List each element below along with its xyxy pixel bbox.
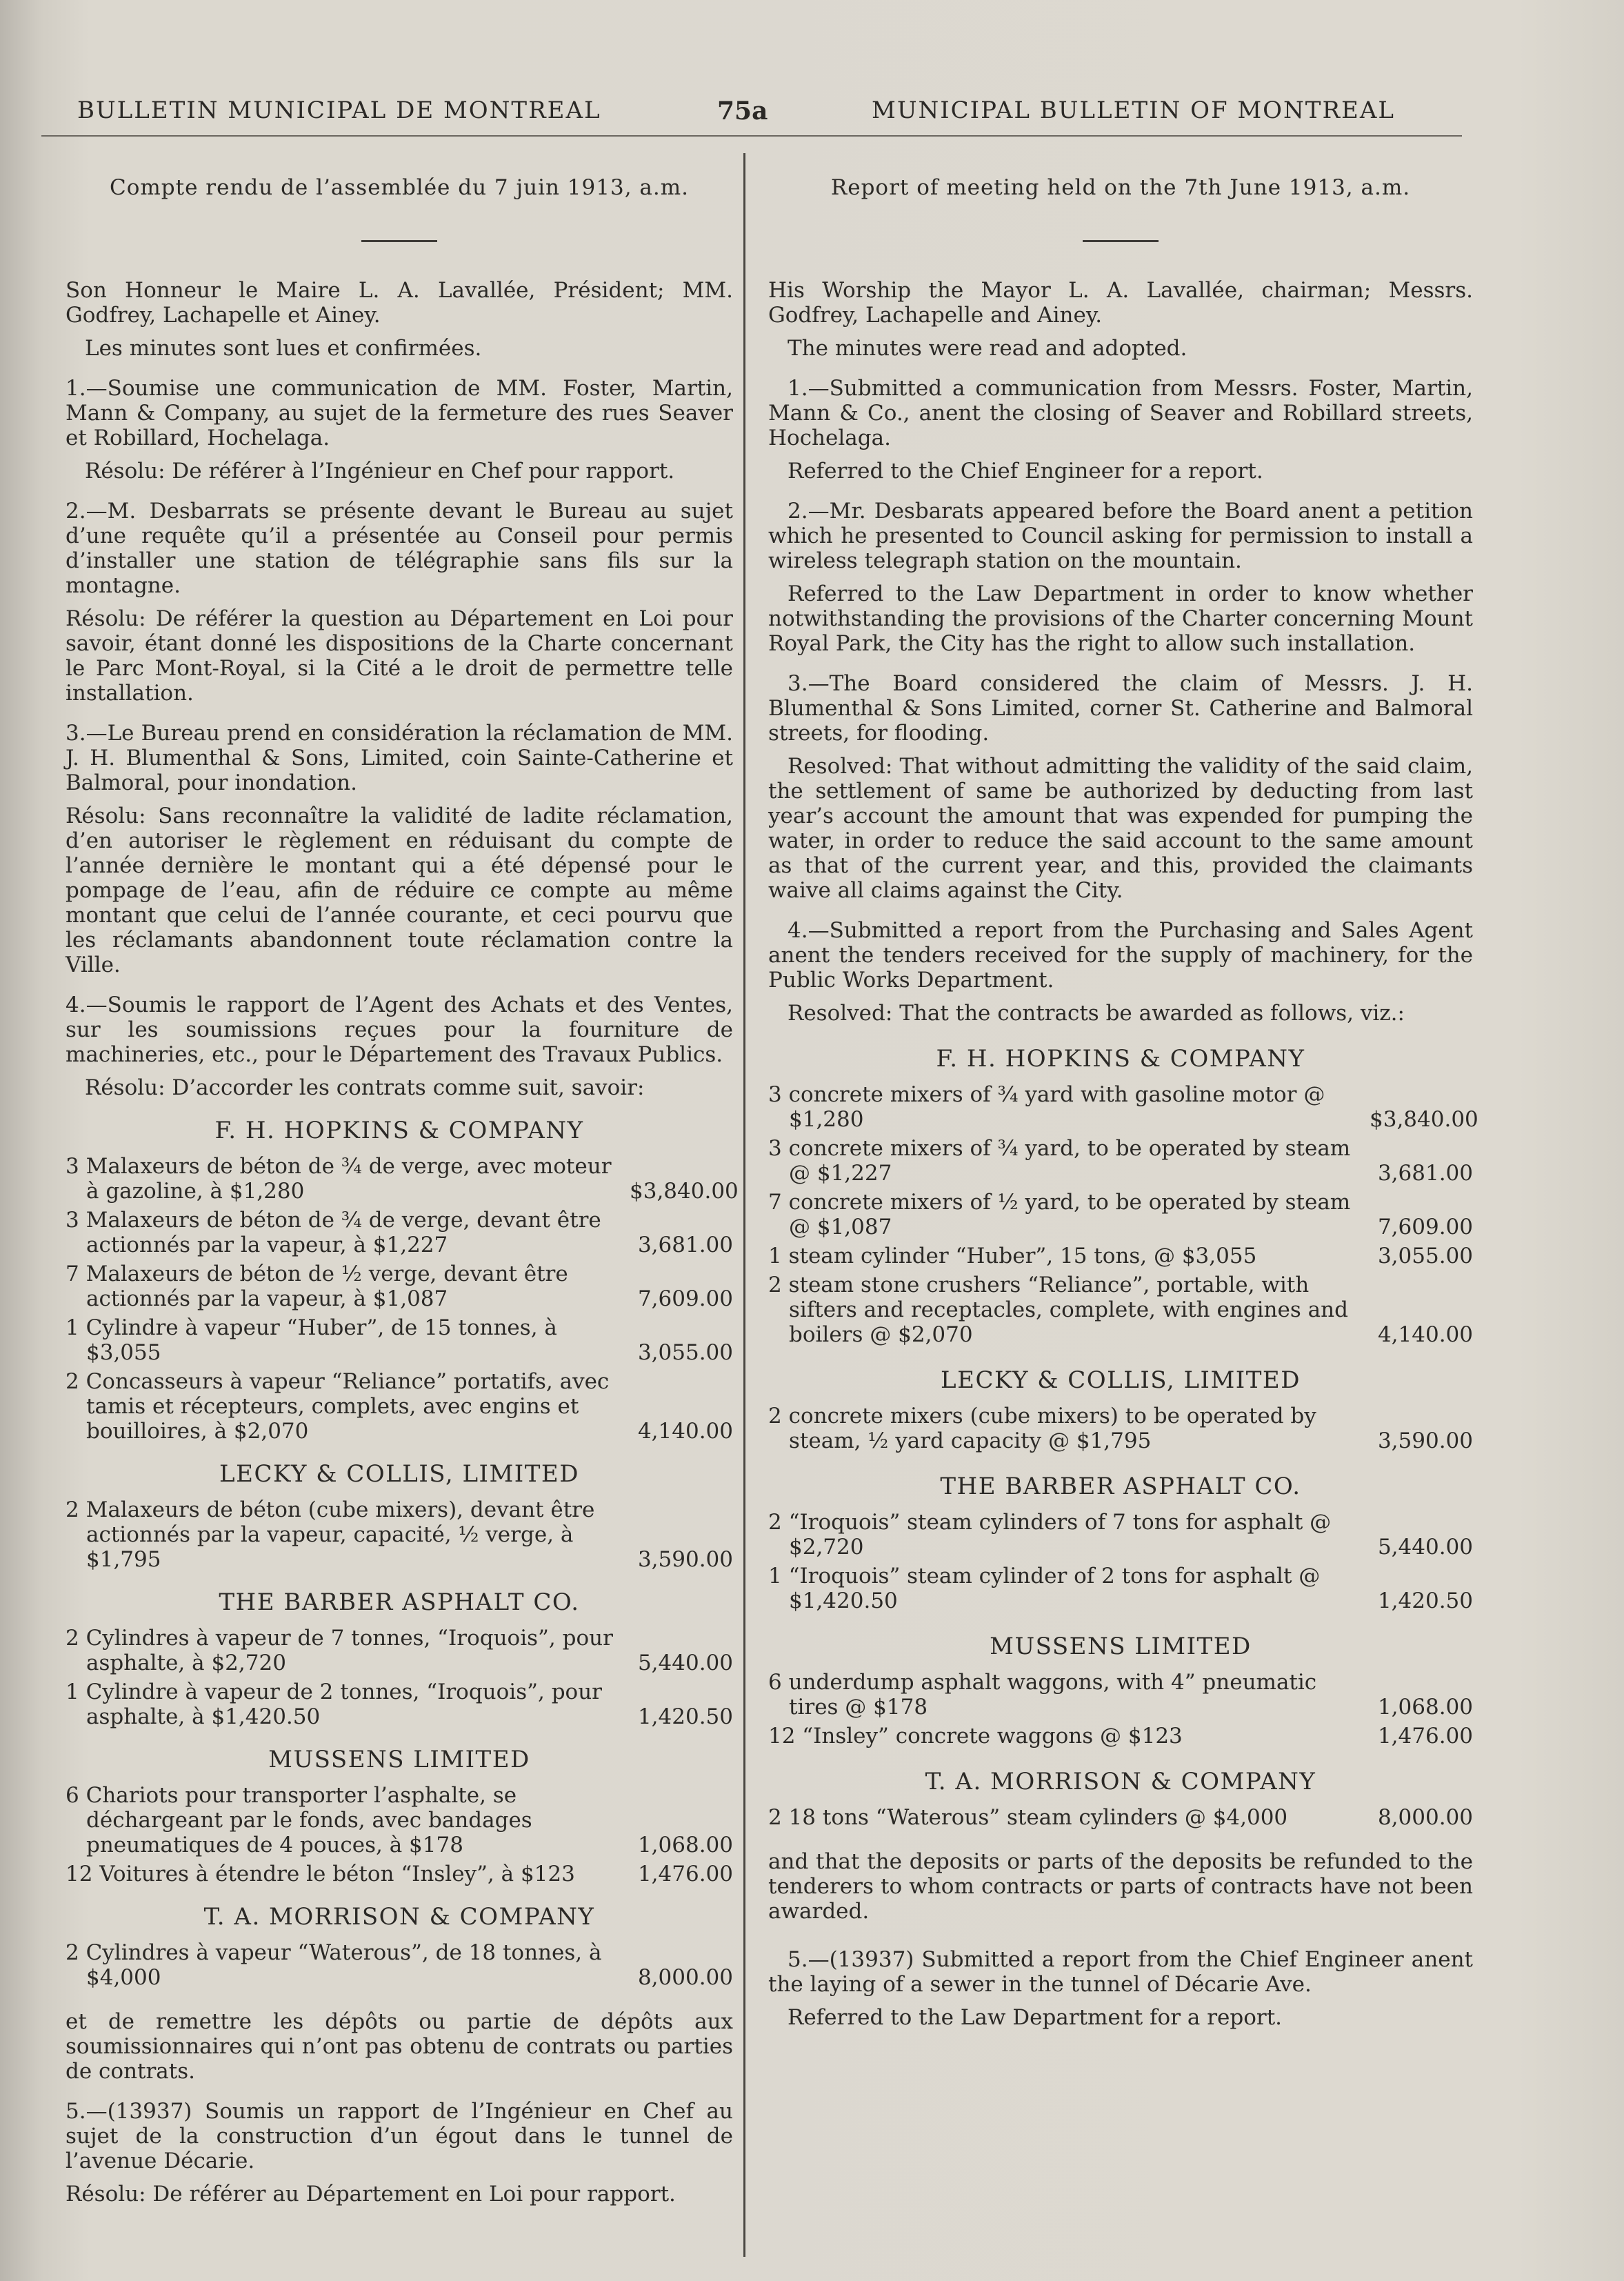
company-heading: THE BARBER ASPHALT CO.: [219, 1588, 580, 1616]
contract-line: 3 concrete mixers of ¾ yard with gasoline motor @ $1,280 $3,840.00: [768, 1082, 1478, 1132]
contract-line: 7 Malaxeurs de béton de ½ verge, devant être actionnés par la vapeur, à $1,087 7,609.00: [66, 1262, 733, 1311]
page-number: 75a: [717, 97, 768, 126]
header-title-french: BULLETIN MUNICIPAL DE MONTREAL: [77, 97, 601, 124]
company-heading: MUSSENS LIMITED: [990, 1633, 1252, 1660]
contract-line: 1 Cylindre à vapeur “Huber”, de 15 tonnes, à $3,055 3,055.00: [66, 1315, 733, 1365]
agenda-item-5: 5.—(13937) Soumis un rapport de l’Ingénieur en Chef au sujet de la construction d’un égout dans le tunnel de l’avenue Décarie.: [66, 2099, 733, 2173]
agenda-item-3: 3.—Le Bureau prend en considération la réclamation de MM. J. H. Blumenthal & Sons, Limited, coin Sainte-Catherine et Balmoral, pour inondation.: [66, 721, 733, 795]
agenda-item-1: 1.—Soumise une communication de MM. Foster, Martin, Mann & Company, au sujet de la fermeture des rues Seaver et Robillard, Hochelaga.: [66, 376, 733, 450]
agenda-item-2-resolution: Referred to the Law Department in order to know whether notwithstanding the provisions of the Charter concerning Mount Royal Park, the City has the right to allow such installation.: [768, 581, 1473, 656]
contract-line: 3 concrete mixers of ¾ yard, to be operated by steam @ $1,227 3,681.00: [768, 1136, 1473, 1186]
agenda-item-4-resolution: Résolu: D’accorder les contrats comme suit, savoir:: [85, 1075, 645, 1100]
contract-line: 7 concrete mixers of ½ yard, to be operated by steam @ $1,087 7,609.00: [768, 1190, 1473, 1239]
company-heading: THE BARBER ASPHALT CO.: [940, 1473, 1301, 1500]
contract-line: 1 steam cylinder “Huber”, 15 tons, @ $3,055 3,055.00: [768, 1244, 1473, 1268]
agenda-item-5-resolution: Referred to the Law Department for a report.: [788, 2005, 1283, 2030]
attendance: Son Honneur le Maire L. A. Lavallée, Président; MM. Godfrey, Lachapelle et Ainey.: [66, 278, 733, 328]
minutes-note: Les minutes sont lues et confirmées.: [85, 336, 482, 361]
agenda-item-3-resolution: Résolu: Sans reconnaître la validité de ladite réclamation, d’en autoriser le règlement en réduisant du compte de l’année dernière le montant qui a été dépensé pour le pompage de l’eau, afin de réduire ce compte au même montant que celui de l’année courante, et ceci pourvu que les réclamants abandonnent toute réclamation contre la Ville.: [66, 804, 733, 977]
agenda-item-4: 4.—Soumis le rapport de l’Agent des Achats et des Ventes, sur les soumissions reçues pour la fourniture de machineries, etc., pour le Département des Travaux Publics.: [66, 993, 733, 1067]
agenda-item-4-resolution: Resolved: That the contracts be awarded as follows, viz.:: [788, 1001, 1405, 1026]
contract-line: 3 Malaxeurs de béton de ¾ de verge, devant être actionnés par la vapeur, à $1,227 3,681.00: [66, 1208, 733, 1257]
header-rule: [41, 135, 1462, 137]
contract-line: 1 “Iroquois” steam cylinder of 2 tons for asphalt @ $1,420.50 1,420.50: [768, 1564, 1473, 1613]
company-heading: MUSSENS LIMITED: [268, 1746, 530, 1773]
contract-line: 12 “Insley” concrete waggons @ $123 1,476.00: [768, 1724, 1473, 1749]
english-column: [768, 166, 1478, 2038]
contract-line: 2 steam stone crushers “Reliance”, portable, with sifters and receptacles, complete, with engines and boilers @ $2,070 4,140.00: [768, 1273, 1473, 1347]
page-header: [0, 97, 1624, 138]
attendance: His Worship the Mayor L. A. Lavallée, chairman; Messrs. Godfrey, Lachapelle and Ainey.: [768, 278, 1473, 328]
company-heading: T. A. MORRISON & COMPANY: [925, 1768, 1316, 1795]
minutes-note: The minutes were read and adopted.: [788, 336, 1187, 361]
deposit-refund-note: and that the deposits or parts of the deposits be refunded to the tenderers to whom contracts or parts of contracts have not been awarded.: [768, 1849, 1473, 1924]
contract-line: 6 Chariots pour transporter l’asphalte, se déchargeant par le fonds, avec bandages pneumatiques de 4 pouces, à $178 1,068.00: [66, 1783, 733, 1857]
agenda-item-2-resolution: Résolu: De référer la question au Département en Loi pour savoir, étant donné les dispositions de la Charte concernant le Parc Mont-Royal, si la Cité a le droit de permettre telle installation.: [66, 606, 733, 706]
company-heading: LECKY & COLLIS, LIMITED: [941, 1366, 1301, 1394]
english-meeting-title: Report of meeting held on the 7th June 1913, a.m.: [830, 175, 1411, 200]
contract-line: 2 Concasseurs à vapeur “Reliance” portatifs, avec tamis et récepteurs, complets, avec engins et bouilloires, à $2,070 4,140.00: [66, 1369, 733, 1444]
agenda-item-2: 2.—M. Desbarrats se présente devant le Bureau au sujet d’une requête qu’il a présentée au Conseil pour permis d’installer une station de télégraphie sans fils sur la montagne.: [66, 499, 733, 598]
agenda-item-4: 4.—Submitted a report from the Purchasing and Sales Agent anent the tenders received for the supply of machinery, for the Public Works Department.: [768, 918, 1473, 993]
contract-line: 2 concrete mixers (cube mixers) to be operated by steam, ½ yard capacity @ $1,795 3,590.00: [768, 1404, 1473, 1453]
title-separator: [361, 240, 437, 242]
agenda-item-5-resolution: Résolu: De référer au Département en Loi pour rapport.: [66, 2182, 676, 2207]
column-divider: [743, 153, 745, 2257]
agenda-item-3-resolution: Resolved: That without admitting the validity of the said claim, the settlement of same be authorized by deducting from last year’s account the amount that was expended for pumping the water, in order to reduce the said account to the same amount as that of the current year, and this, provided the claimants waive all claims against the City.: [768, 754, 1473, 903]
agenda-item-5: 5.—(13937) Submitted a report from the Chief Engineer anent the laying of a sewer in the tunnel of Décarie Ave.: [768, 1947, 1473, 1997]
contract-line: 12 Voitures à étendre le béton “Insley”, à $123 1,476.00: [66, 1862, 733, 1886]
agenda-item-1-resolution: Referred to the Chief Engineer for a report.: [788, 459, 1263, 484]
contract-line: 6 underdump asphalt waggons, with 4” pneumatic tires @ $178 1,068.00: [768, 1670, 1473, 1720]
header-title-english: MUNICIPAL BULLETIN OF MONTREAL: [872, 97, 1396, 124]
french-column: [66, 166, 739, 2215]
title-separator: [1083, 240, 1159, 242]
company-heading: LECKY & COLLIS, LIMITED: [219, 1460, 579, 1488]
agenda-item-3: 3.—The Board considered the claim of Messrs. J. H. Blumenthal & Sons Limited, corner St. Catherine and Balmoral streets, for flooding.: [768, 671, 1473, 746]
agenda-item-1-resolution: Résolu: De référer à l’Ingénieur en Chef pour rapport.: [85, 459, 675, 484]
french-meeting-title: Compte rendu de l’assemblée du 7 juin 1913, a.m.: [110, 175, 689, 200]
contract-line: 2 Cylindres à vapeur “Waterous”, de 18 tonnes, à $4,000 8,000.00: [66, 1940, 733, 1990]
contract-line: 2 Malaxeurs de béton (cube mixers), devant être actionnés par la vapeur, capacité, ½ verge, à $1,795 3,590.00: [66, 1497, 733, 1572]
contract-line: 3 Malaxeurs de béton de ¾ de verge, avec moteur à gazoline, à $1,280 $3,840.00: [66, 1154, 739, 1204]
contract-line: 2 “Iroquois” steam cylinders of 7 tons for asphalt @ $2,720 5,440.00: [768, 1510, 1473, 1560]
company-heading: F. H. HOPKINS & COMPANY: [936, 1045, 1305, 1073]
contract-line: 2 18 tons “Waterous” steam cylinders @ $4,000 8,000.00: [768, 1805, 1473, 1830]
company-heading: T. A. MORRISON & COMPANY: [203, 1903, 595, 1931]
contract-line: 2 Cylindres à vapeur de 7 tonnes, “Iroquois”, pour asphalte, à $2,720 5,440.00: [66, 1626, 733, 1675]
company-heading: F. H. HOPKINS & COMPANY: [214, 1117, 584, 1144]
deposit-refund-note: et de remettre les dépôts ou partie de dépôts aux soumissionnaires qui n’ont pas obtenu de contrats ou parties de contrats.: [66, 2009, 733, 2084]
agenda-item-1: 1.—Submitted a communication from Messrs. Foster, Martin, Mann & Co., anent the closing of Seaver and Robillard streets, Hochelaga.: [768, 376, 1473, 450]
contract-line: 1 Cylindre à vapeur de 2 tonnes, “Iroquois”, pour asphalte, à $1,420.50 1,420.50: [66, 1680, 733, 1729]
agenda-item-2: 2.—Mr. Desbarats appeared before the Board anent a petition which he presented to Council asking for permission to install a wireless telegraph station on the mountain.: [768, 499, 1473, 573]
